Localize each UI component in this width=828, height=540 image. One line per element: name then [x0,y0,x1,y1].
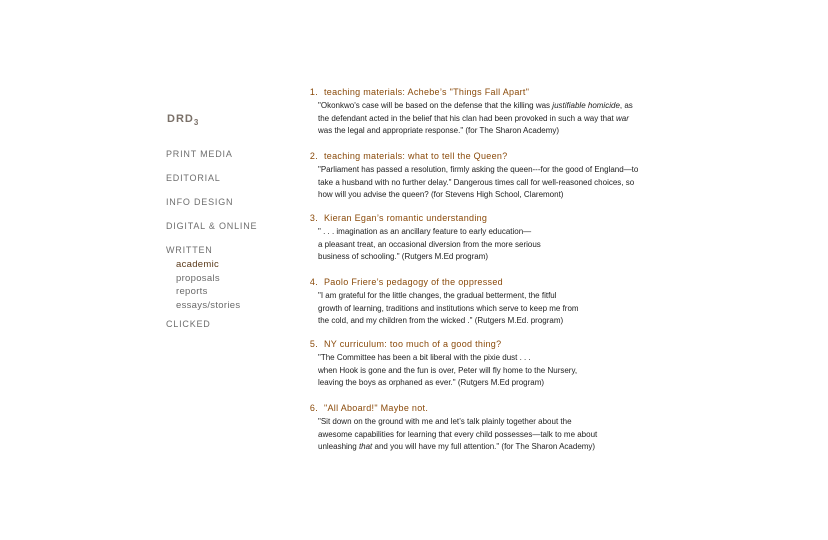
nav-item-editorial[interactable]: EDITORIAL [166,173,221,183]
excerpt-line: "The Committee has been a bit liberal with the pixie dust . . . [318,353,531,362]
nav-item-clicked[interactable]: CLICKED [166,319,211,329]
entry-excerpt [318,290,700,328]
excerpt-emphasis: war [616,113,629,123]
excerpt-line: a pleasant treat, an occasional diversion from the more serious [318,239,541,249]
excerpt-line: " . . . imagination as an ancillary feature to early education— [318,227,532,236]
entry-title: "All Aboard!" Maybe not. [324,403,429,413]
list-item [300,212,700,264]
nav-item-info-design[interactable]: INFO DESIGN [166,197,234,207]
nav-item-print-media[interactable]: PRINT MEDIA [166,149,233,159]
entry-number: 4. [309,277,318,287]
entry-excerpt [318,164,700,202]
nav-item-written[interactable]: WRITTEN [166,245,213,255]
excerpt-line: was the legal and appropriate response." (for The Sharon Academy) [318,126,560,136]
excerpt-line: leaving the boys as orphaned as ever." (Rutgers M.Ed program) [318,378,545,388]
excerpt-emphasis: that [358,442,373,452]
sidebar-nav [166,148,286,342]
excerpt-line: when Hook is gone and the fun is over, Peter will fly home to the Nursery, [318,365,578,375]
entry-title-link[interactable] [300,276,700,288]
entry-title-link[interactable] [300,86,700,98]
entry-title-link[interactable] [300,402,700,414]
logo-text: DRD [167,113,194,125]
nav-item-digital-online[interactable]: DIGITAL & ONLINE [166,221,258,231]
excerpt-line: "Sit down on the ground with me and let’s talk plainly together about the [318,417,572,426]
entry-title-link[interactable] [300,338,700,350]
excerpt-text: , as [619,101,633,110]
entry-number: 2. [309,151,318,161]
entry-number: 1. [309,87,318,97]
entry-title: teaching materials: what to tell the Queen? [324,151,508,161]
subnav-item-reports[interactable]: reports [176,286,208,297]
entry-number: 3. [309,213,318,223]
excerpt-text: "Okonkwo's case will be based on the defense that the killing was [318,101,551,110]
logo-subscript: 3 [193,118,200,128]
excerpt-line: "I am grateful for the little changes, the gradual betterment, the fitful [318,291,557,300]
excerpt-line: how will you advise the queen? (for Stevens High School, Claremont) [318,190,564,200]
entry-title: Paolo Friere’s pedagogy of the oppressed [324,277,503,287]
entry-title: Kieran Egan’s romantic understanding [324,213,488,223]
entry-title-link[interactable] [300,212,700,224]
excerpt-line: take a husband with no further delay." Dangerous times call for well-reasoned choices, so [318,177,635,187]
entry-title: teaching materials: Achebe’s "Things Fall Apart" [324,87,530,97]
excerpt-emphasis: justifiable homicide [552,101,620,110]
subnav-item-proposals[interactable]: proposals [176,272,220,284]
list-item [300,86,700,138]
list-item [300,402,700,454]
excerpt-line: business of schooling." (Rutgers M.Ed program) [318,252,489,262]
entry-number: 6. [309,403,318,413]
excerpt-text: unleashing [318,442,357,452]
list-item [300,150,700,202]
excerpt-line: awesome capabilities for learning that every child possesses—talk to me about [318,429,598,439]
excerpt-line: the cold, and my children from the wicked ." (Rutgers M.Ed. program) [318,316,564,326]
excerpt-text: the defendant acted in the belief that his clan had been provoked in such a way that [318,113,614,123]
list-item [300,338,700,390]
entry-excerpt [318,100,700,138]
excerpt-line: growth of learning, traditions and institutions which serve to keep me from [318,303,579,313]
site-logo[interactable] [167,113,199,127]
subnav-item-essays-stories[interactable]: essays/stories [176,299,241,311]
excerpt-line: "Parliament has passed a resolution, firmly asking the queen---for the good of England—to [318,165,639,174]
entry-excerpt [318,226,700,264]
written-submenu [166,258,286,312]
entry-title-link[interactable] [300,150,700,162]
subnav-item-academic[interactable]: academic [176,259,220,270]
excerpt-text: and you will have my full attention." (for The Sharon Academy) [374,442,596,452]
entry-number: 5. [309,339,318,349]
entry-excerpt [318,416,700,454]
entry-title: NY curriculum: too much of a good thing? [324,339,502,349]
list-item [300,276,700,328]
entry-excerpt [318,352,700,390]
